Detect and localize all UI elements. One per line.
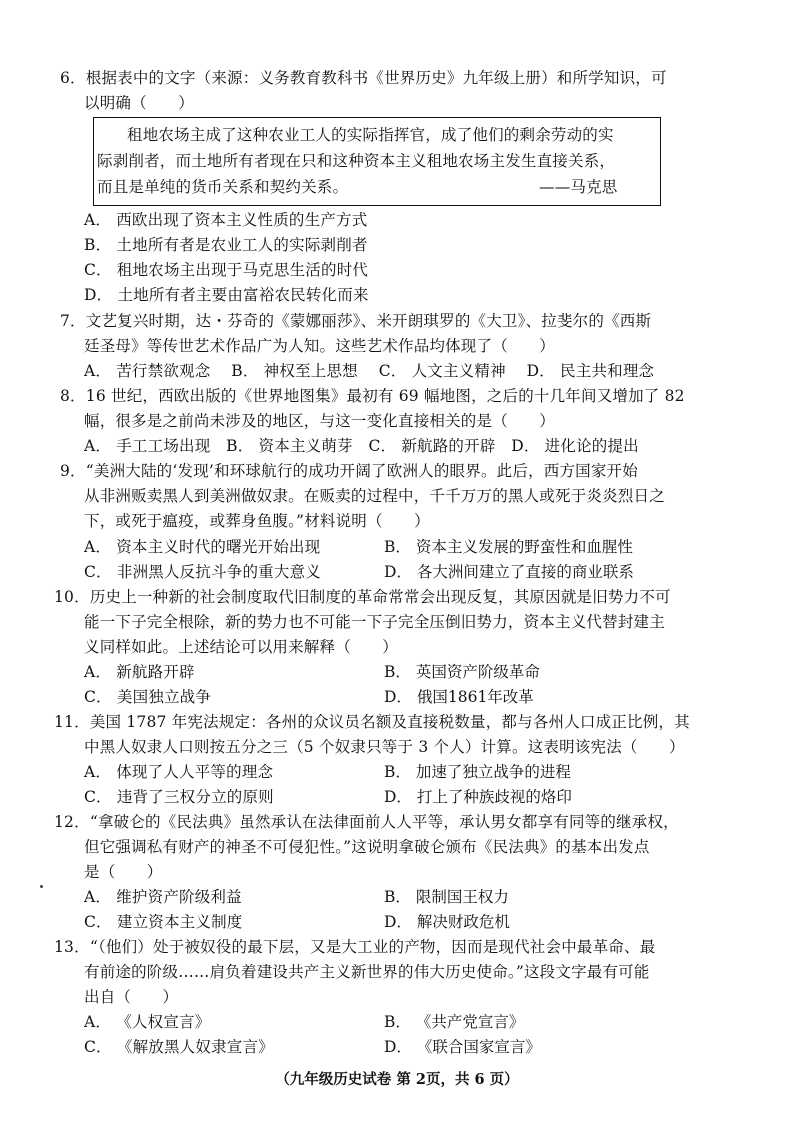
question-10-stem-cont: 能一下子完全根除，新的势力也不可能一下子完全压倒旧势力，资本主义代替封建主 bbox=[84, 613, 665, 631]
question-7-stem: 7．文艺复兴时期，达・芬奇的《蒙娜丽莎》、米开朗琪罗的《大卫》、拉斐尔的《西斯 bbox=[60, 312, 652, 330]
q9-option-d: D． 各大洲间建立了直接的商业联系 bbox=[384, 563, 634, 581]
question-10-stem-cont2: 义同样如此。上述结论可以用来解释（ ） bbox=[84, 638, 399, 656]
quote-line-1: 租地农场主成了这种农业工人的实际指挥官，成了他们的剩余劳动的实 bbox=[127, 126, 614, 144]
q6-option-a: A． 西欧出现了资本主义性质的生产方式 bbox=[84, 211, 368, 229]
q8-options: A． 手工工场出现 B． 资本主义萌芽 C． 新航路的开辟 D． 进化论的提出 bbox=[84, 437, 639, 455]
q6-option-d: D． 土地所有者主要由富裕农民转化而来 bbox=[84, 286, 369, 304]
quote-line-3: 而且是单纯的货币关系和契约关系。 bbox=[97, 178, 349, 196]
question-11-stem-cont: 中黑人奴隶人口则按五分之三（5 个奴隶只等于 3 个人）计算。这表明该宪法（ ） bbox=[84, 738, 685, 756]
page-footer: （九年级历史试卷 第 2页，共 6 页） bbox=[275, 1071, 519, 1088]
q13-option-d: D． 《联合国家宣言》 bbox=[384, 1038, 541, 1056]
q10-option-a: A． 新航路开辟 bbox=[84, 663, 195, 681]
scan-speck bbox=[40, 885, 43, 888]
question-12-stem: 12．“拿破仑的《民法典》虽然承认在法律面前人人平等，承认男女都享有同等的继承权， bbox=[54, 813, 679, 831]
q6-option-b: B． 土地所有者是农业工人的实际剥削者 bbox=[84, 236, 368, 254]
q12-option-a: A． 维护资产阶级利益 bbox=[84, 888, 242, 906]
q13-option-a: A． 《人权宣言》 bbox=[84, 1013, 211, 1031]
question-6-stem: 6．根据表中的文字（来源：义务教育教科书《世界历史》九年级上册）和所学知识，可 bbox=[60, 69, 667, 87]
q10-option-b: B． 英国资产阶级革命 bbox=[384, 663, 540, 681]
q11-option-c: C． 违背了三权分立的原则 bbox=[84, 788, 274, 806]
question-13-stem: 13．“（他们）处于被奴役的最下层，又是大工业的产物，因而是现代社会中最革命、最 bbox=[54, 938, 656, 956]
q12-option-b: B． 限制国王权力 bbox=[384, 888, 509, 906]
source-quote-box bbox=[93, 117, 661, 206]
q10-option-c: C． 美国独立战争 bbox=[84, 688, 212, 706]
q7-options: A． 苦行禁欲观念 B． 神权至上思想 C． 人文主义精神 D． 民主共和理念 bbox=[84, 362, 655, 380]
q13-option-c: C． 《解放黑人奴隶宣言》 bbox=[84, 1038, 274, 1056]
q12-option-c: C． 建立资本主义制度 bbox=[84, 913, 243, 931]
question-12-stem-cont: 但它强调私有财产的神圣不可侵犯性。”这说明拿破仑颁布《民法典》的基本出发点 bbox=[84, 838, 650, 856]
quote-author: ——马克思 bbox=[539, 178, 618, 196]
question-8-stem: 8．16 世纪，西欧出版的《世界地图集》最初有 69 幅地图，之后的十几年间又增加了 82 bbox=[60, 387, 685, 405]
q13-option-b: B． 《共产党宣言》 bbox=[384, 1013, 525, 1031]
question-9-stem-cont: 从非洲贩卖黑人到美洲做奴隶。在贩卖的过程中，千千万万的黑人或死于炎炎烈日之 bbox=[84, 487, 665, 505]
q11-option-a: A． 体现了人人平等的理念 bbox=[84, 763, 274, 781]
question-13-stem-cont: 有前途的阶级……肩负着建设共产主义新世界的伟大历史使命。”这段文字最有可能 bbox=[84, 963, 650, 981]
q12-option-d: D． 解决财政危机 bbox=[384, 913, 510, 931]
question-13-stem-cont2: 出自（ ） bbox=[84, 988, 179, 1006]
question-8-stem-cont: 幅，很多是之前尚未涉及的地区，与这一变化直接相关的是（ ） bbox=[84, 412, 556, 430]
q11-option-d: D． 打上了种族歧视的烙印 bbox=[384, 788, 572, 806]
question-12-stem-cont2: 是（ ） bbox=[84, 863, 163, 881]
q9-option-a: A． 资本主义时代的曙光开始出现 bbox=[84, 538, 321, 556]
question-9-stem: 9．“美洲大陆的‘发现’和环球航行的成功开阔了欧洲人的眼界。此后，西方国家开始 bbox=[60, 462, 638, 480]
quote-line-2: 际剥削者，而土地所有者现在只和这种资本主义租地农场主发生直接关系， bbox=[97, 152, 616, 170]
q10-option-d: D． 俄国1861年改革 bbox=[384, 688, 534, 706]
question-6-stem-cont: 以明确（ ） bbox=[84, 94, 194, 112]
q9-option-c: C． 非洲黑人反抗斗争的重大意义 bbox=[84, 563, 321, 581]
q9-option-b: B． 资本主义发展的野蛮性和血腥性 bbox=[384, 538, 633, 556]
question-10-stem: 10．历史上一种新的社会制度取代旧制度的革命常常会出现反复，其原因就是旧势力不可 bbox=[54, 588, 671, 606]
q6-option-c: C． 租地农场主出现于马克思生活的时代 bbox=[84, 261, 369, 279]
question-7-stem-cont: 廷圣母》等传世艺术作品广为人知。这些艺术作品均体现了（ ） bbox=[84, 337, 556, 355]
question-11-stem: 11．美国 1787 年宪法规定：各州的众议员名额及直接税数量，都与各州人口成正比例，其 bbox=[54, 713, 690, 731]
question-9-stem-cont2: 下，或死于瘟疫，或葬身鱼腹。”材料说明（ ） bbox=[84, 512, 430, 530]
q11-option-b: B． 加速了独立战争的进程 bbox=[384, 763, 571, 781]
